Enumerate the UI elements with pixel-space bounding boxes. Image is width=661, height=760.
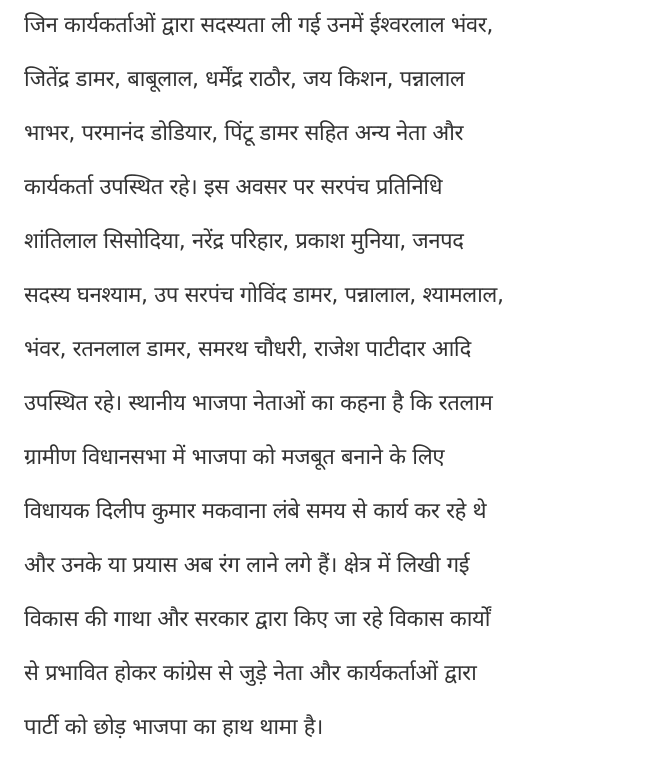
article-paragraph [24,4,656,760]
text-line: शांतिलाल सिसोदिया, नरेंद्र परिहार, प्रकाश मुनिया, जनपद [24,229,464,254]
text-line: सदस्य घनश्याम, उप सरपंच गोविंद डामर, पन्नालाल, श्यामलाल, [24,283,504,308]
text-line: विकास की गाथा और सरकार द्वारा किए जा रहे विकास कार्यों [24,607,491,632]
text-line: विधायक दिलीप कुमार मकवाना लंबे समय से कार्य कर रहे थे [24,499,487,524]
text-line: ग्रामीण विधानसभा में भाजपा को मजबूत बनाने के लिए [24,445,445,470]
text-line: उपस्थित रहे। स्थानीय भाजपा नेताओं का कहना है कि रतलाम [24,391,493,416]
text-line: कार्यकर्ता उपस्थित रहे। इस अवसर पर सरपंच प्रतिनिधि [24,175,443,200]
text-line: जिन कार्यकर्ताओं द्वारा सदस्यता ली गई उनमें ईश्वरलाल भंवर, [24,13,493,38]
text-line: जितेंद्र डामर, बाबूलाल, धर्मेंद्र राठौर, जय किशन, पन्नालाल [24,67,465,92]
text-line: से प्रभावित होकर कांग्रेस से जुड़े नेता और कार्यकर्ताओं द्वारा [24,661,477,686]
text-line: और उनके या प्रयास अब रंग लाने लगे हैं। क्षेत्र में लिखी गई [24,553,470,578]
text-line: भंवर, रतनलाल डामर, समरथ चौधरी, राजेश पाटीदार आदि [24,337,471,362]
text-line: पार्टी को छोड़ भाजपा का हाथ थामा है। [24,715,323,740]
text-line: भाभर, परमानंद डोडियार, पिंटू डामर सहित अन्य नेता और [24,121,464,146]
